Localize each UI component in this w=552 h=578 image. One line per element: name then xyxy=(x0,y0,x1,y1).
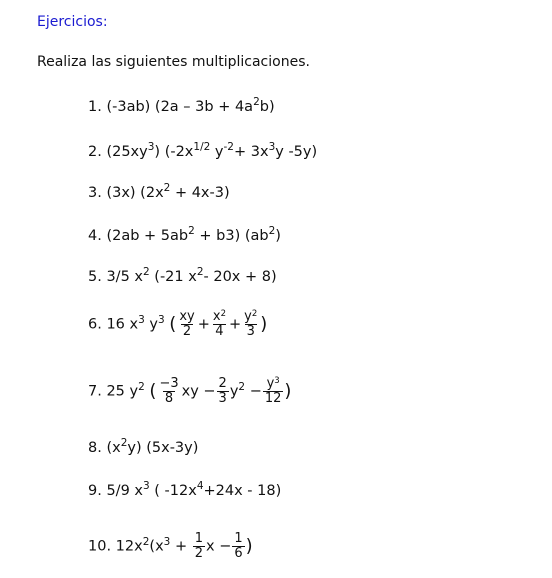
close-paren: ) xyxy=(284,380,292,402)
expr-part: y) (5x-3y) xyxy=(127,440,199,456)
exercise-number: 10. xyxy=(88,538,112,555)
numerator: −3 xyxy=(159,376,179,391)
exercise-2 xyxy=(88,142,317,162)
fraction xyxy=(242,310,259,339)
exercise-5 xyxy=(88,267,277,287)
close-paren: ) xyxy=(260,313,268,335)
expr-part: 12x xyxy=(115,538,143,555)
numerator: 1 xyxy=(234,531,243,546)
expr-part: 16 x xyxy=(106,316,139,333)
fraction xyxy=(157,377,180,406)
exercise-9 xyxy=(88,481,281,501)
exercise-6 xyxy=(88,310,267,339)
fraction xyxy=(263,377,284,406)
exponent: -2 xyxy=(223,141,234,153)
numerator: xy xyxy=(179,309,195,324)
exercise-8 xyxy=(88,438,198,458)
exponent: 2 xyxy=(196,266,204,278)
exponent: 2 xyxy=(163,182,171,194)
close-paren: ) xyxy=(245,535,253,557)
exponent: 3 xyxy=(274,376,280,386)
denominator: 3 xyxy=(218,391,227,406)
expr-part: (-3ab) (2a – 3b + 4a xyxy=(106,99,254,115)
expr-part: (2ab + 5ab xyxy=(106,228,189,244)
exercise-number: 9. xyxy=(88,483,102,499)
exponent: 3 xyxy=(147,141,155,153)
denominator: 2 xyxy=(182,324,192,339)
exponent: 3 xyxy=(158,313,165,326)
expr-part: y xyxy=(210,144,224,160)
denominator: 3 xyxy=(246,324,255,339)
numerator: 2 xyxy=(218,376,227,391)
exponent: 3 xyxy=(142,480,150,492)
fraction xyxy=(193,532,205,561)
expr-part: + xyxy=(170,538,188,555)
expr-part: y xyxy=(229,383,239,400)
exercise-4 xyxy=(88,226,281,246)
expr-part: + 4x-3) xyxy=(170,185,230,201)
expr-part: 3/5 x xyxy=(106,269,143,285)
exercise-number: 7. xyxy=(88,383,102,400)
denominator: 4 xyxy=(215,324,224,339)
exponent: 2 xyxy=(188,225,195,237)
numerator: $y^2$ xyxy=(244,309,258,324)
numerator: $x^2$ xyxy=(212,309,226,324)
expr-part: x − xyxy=(206,538,232,555)
page-heading: Ejercicios: xyxy=(37,14,108,30)
instruction-text: Realiza las siguientes multiplicaciones. xyxy=(37,54,310,70)
denominator: 2 xyxy=(194,546,203,561)
denominator: 12 xyxy=(264,391,282,406)
expr-part: − xyxy=(245,383,262,400)
exercise-number: 6. xyxy=(88,316,102,333)
exponent: 2 xyxy=(238,380,246,393)
fraction xyxy=(211,310,228,339)
exponent: 2 xyxy=(120,437,128,449)
exponent: 4 xyxy=(196,480,204,492)
expr-part: 5/9 x xyxy=(106,483,143,499)
expr-part: y -5y) xyxy=(275,144,318,160)
expr-part: (-21 x xyxy=(149,269,197,285)
exercise-number: 3. xyxy=(88,185,102,201)
expr-part: ) xyxy=(275,228,281,244)
expr-part: (25xy xyxy=(106,144,148,160)
exponent: 2 xyxy=(268,225,276,237)
exponent: 2 xyxy=(142,266,150,278)
fraction xyxy=(177,310,196,339)
exponent: 2 xyxy=(142,535,150,548)
exercise-10 xyxy=(88,532,253,561)
exercise-number: 5. xyxy=(88,269,102,285)
expr-part: ) (-2x xyxy=(154,144,194,160)
denominator: 8 xyxy=(164,391,174,406)
denominator: 6 xyxy=(234,546,243,561)
fraction xyxy=(232,532,244,561)
exercise-7 xyxy=(88,377,291,406)
expr-part: (3x) (2x xyxy=(106,185,164,201)
open-paren: ( xyxy=(169,313,177,335)
exercise-number: 2. xyxy=(88,144,102,160)
expr-part: - 20x + 8) xyxy=(203,269,277,285)
numerator: 1 xyxy=(194,531,203,546)
exponent: 2 xyxy=(138,380,145,393)
expr-part: 25 y xyxy=(106,383,139,400)
exponent: 2 xyxy=(251,309,258,319)
open-paren: ( xyxy=(149,380,157,402)
exponent: 3 xyxy=(138,313,145,326)
plus-sign: + xyxy=(229,316,242,333)
exponent: 1/2 xyxy=(193,141,211,153)
exercise-number: 1. xyxy=(88,99,102,115)
plus-sign: + xyxy=(197,316,210,333)
exponent: 3 xyxy=(268,141,276,153)
exercise-number: 8. xyxy=(88,440,102,456)
expr-part: (x xyxy=(106,440,121,456)
numerator: $y^3$ xyxy=(266,376,280,391)
expr-part: (x xyxy=(149,538,164,555)
fraction xyxy=(217,377,229,406)
expr-part: xy − xyxy=(181,383,216,400)
expr-part: y xyxy=(144,316,158,333)
expr-part: + 3x xyxy=(233,144,269,160)
exponent: 2 xyxy=(220,309,226,319)
exercise-1 xyxy=(88,97,275,117)
expr-part: + b3) (ab xyxy=(194,228,269,244)
expr-part: +24x - 18) xyxy=(203,483,282,499)
expr-part: b) xyxy=(259,99,275,115)
exercise-number: 4. xyxy=(88,228,102,244)
expr-part: ( -12x xyxy=(149,483,197,499)
exercise-3 xyxy=(88,183,230,203)
exponent: 2 xyxy=(253,96,260,108)
exponent: 3 xyxy=(163,535,171,548)
